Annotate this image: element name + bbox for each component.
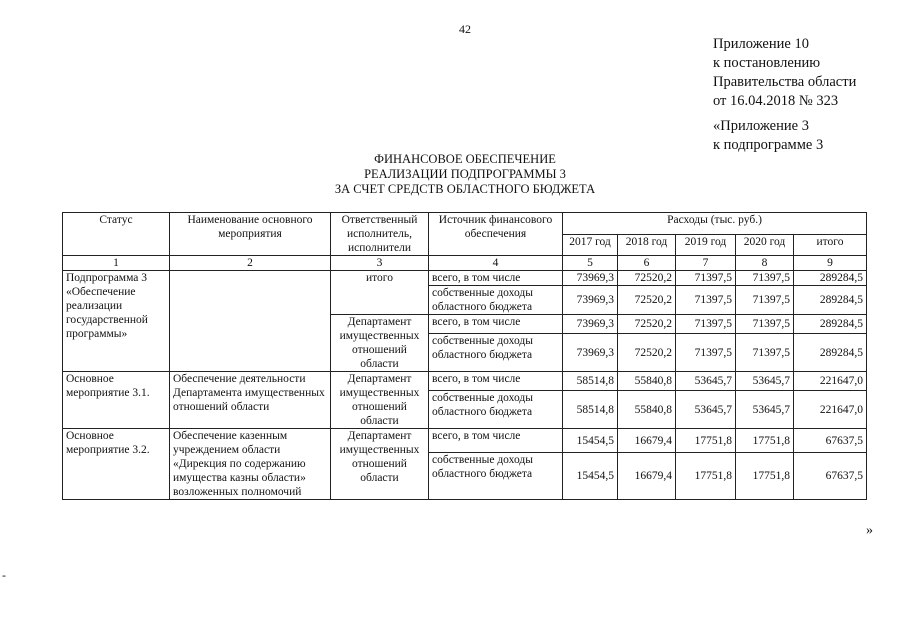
funding-source-cell: собственные доходы областного бюджета xyxy=(429,334,563,372)
amount-cell: 58514,8 xyxy=(563,391,618,429)
column-number: 4 xyxy=(429,256,563,271)
appendix-line-4: от 16.04.2018 № 323 xyxy=(713,93,839,109)
status-cell: Подпрограмма 3 «Обеспечение реализации государственной программы» xyxy=(63,271,170,372)
amount-cell: 71397,5 xyxy=(676,334,736,372)
header-2017: 2017 год xyxy=(563,234,618,256)
executor-cell: Департамент имущественных отношений области xyxy=(331,429,429,500)
amount-cell: 221647,0 xyxy=(794,372,867,391)
table-row xyxy=(63,429,867,453)
column-number: 3 xyxy=(331,256,429,271)
status-cell: Основное мероприятие 3.1. xyxy=(63,372,170,429)
amount-cell: 221647,0 xyxy=(794,391,867,429)
amount-cell: 289284,5 xyxy=(794,334,867,372)
amount-cell: 72520,2 xyxy=(618,334,676,372)
amount-cell: 55840,8 xyxy=(618,372,676,391)
funding-source-cell: всего, в том числе xyxy=(429,271,563,286)
header-executor: Ответственный исполнитель, исполнители xyxy=(331,213,429,256)
table-row xyxy=(63,372,867,391)
amount-cell: 71397,5 xyxy=(736,286,794,315)
funding-source-cell: всего, в том числе xyxy=(429,372,563,391)
funding-source-cell: собственные доходы областного бюджета xyxy=(429,286,563,315)
margin-mark: - xyxy=(2,568,6,582)
amount-cell: 53645,7 xyxy=(676,391,736,429)
amount-cell: 55840,8 xyxy=(618,391,676,429)
sub-appendix-line-2: к подпрограмме 3 xyxy=(713,137,824,153)
column-number: 7 xyxy=(676,256,736,271)
amount-cell: 72520,2 xyxy=(618,271,676,286)
page-number: 42 xyxy=(459,22,471,36)
amount-cell: 73969,3 xyxy=(563,315,618,334)
title-line-1: ФИНАНСОВОЕ ОБЕСПЕЧЕНИЕ xyxy=(374,152,556,166)
column-number: 9 xyxy=(794,256,867,271)
activity-name-cell xyxy=(170,271,331,372)
sub-appendix-block xyxy=(713,117,823,155)
amount-cell: 71397,5 xyxy=(676,315,736,334)
activity-name-cell: Обеспечение казенным учреждением области «Дирекция по содержанию имущества казны области» возложенных полномочий xyxy=(170,429,331,500)
funding-source-cell: всего, в том числе xyxy=(429,315,563,334)
column-number: 8 xyxy=(736,256,794,271)
column-number: 1 xyxy=(63,256,170,271)
closing-quote: » xyxy=(866,523,873,538)
amount-cell: 17751,8 xyxy=(736,453,794,500)
amount-cell: 16679,4 xyxy=(618,453,676,500)
amount-cell: 17751,8 xyxy=(676,453,736,500)
title-line-3: ЗА СЧЕТ СРЕДСТВ ОБЛАСТНОГО БЮДЖЕТА xyxy=(334,182,596,196)
appendix-line-3: Правительства области xyxy=(713,74,857,90)
column-number: 6 xyxy=(618,256,676,271)
amount-cell: 67637,5 xyxy=(794,429,867,453)
amount-cell: 71397,5 xyxy=(676,286,736,315)
amount-cell: 71397,5 xyxy=(736,315,794,334)
amount-cell: 15454,5 xyxy=(563,453,618,500)
amount-cell: 289284,5 xyxy=(794,271,867,286)
amount-cell: 289284,5 xyxy=(794,286,867,315)
header-row-1 xyxy=(63,213,867,235)
amount-cell: 53645,7 xyxy=(736,372,794,391)
executor-cell: Департамент имущественных отношений области xyxy=(331,372,429,429)
executor-cell: Департамент имущественных отношений области xyxy=(331,315,429,372)
funding-source-cell: собственные доходы областного бюджета xyxy=(429,453,563,500)
amount-cell: 53645,7 xyxy=(736,391,794,429)
column-number: 5 xyxy=(563,256,618,271)
column-number-row xyxy=(63,256,867,271)
header-2018: 2018 год xyxy=(618,234,676,256)
title-line-2: РЕАЛИЗАЦИИ ПОДПРОГРАММЫ 3 xyxy=(364,167,566,181)
header-2019: 2019 год xyxy=(676,234,736,256)
header-expenses: Расходы (тыс. руб.) xyxy=(563,213,867,235)
amount-cell: 71397,5 xyxy=(676,271,736,286)
financing-table xyxy=(62,212,867,500)
header-total: итого xyxy=(794,234,867,256)
amount-cell: 289284,5 xyxy=(794,315,867,334)
amount-cell: 53645,7 xyxy=(676,372,736,391)
amount-cell: 73969,3 xyxy=(563,286,618,315)
status-cell: Основное мероприятие 3.2. xyxy=(63,429,170,500)
header-status: Статус xyxy=(63,213,170,256)
funding-source-cell: всего, в том числе xyxy=(429,429,563,453)
header-name: Наименование основного мероприятия xyxy=(170,213,331,256)
appendix-line-1: Приложение 10 xyxy=(713,36,809,52)
amount-cell: 72520,2 xyxy=(618,286,676,315)
header-2020: 2020 год xyxy=(736,234,794,256)
amount-cell: 73969,3 xyxy=(563,271,618,286)
amount-cell: 67637,5 xyxy=(794,453,867,500)
amount-cell: 16679,4 xyxy=(618,429,676,453)
amount-cell: 71397,5 xyxy=(736,334,794,372)
amount-cell: 71397,5 xyxy=(736,271,794,286)
funding-source-cell: собственные доходы областного бюджета xyxy=(429,391,563,429)
amount-cell: 17751,8 xyxy=(676,429,736,453)
amount-cell: 73969,3 xyxy=(563,334,618,372)
sub-appendix-line-1: «Приложение 3 xyxy=(713,118,809,134)
table-row xyxy=(63,271,867,286)
column-number: 2 xyxy=(170,256,331,271)
amount-cell: 15454,5 xyxy=(563,429,618,453)
appendix-line-2: к постановлению xyxy=(713,55,821,71)
executor-cell: итого xyxy=(331,271,429,315)
activity-name-cell: Обеспечение деятельности Департамента имущественных отношений области xyxy=(170,372,331,429)
appendix-block xyxy=(713,35,856,111)
header-source: Источник финансового обеспечения xyxy=(429,213,563,256)
amount-cell: 72520,2 xyxy=(618,315,676,334)
amount-cell: 17751,8 xyxy=(736,429,794,453)
document-title xyxy=(0,152,905,197)
amount-cell: 58514,8 xyxy=(563,372,618,391)
